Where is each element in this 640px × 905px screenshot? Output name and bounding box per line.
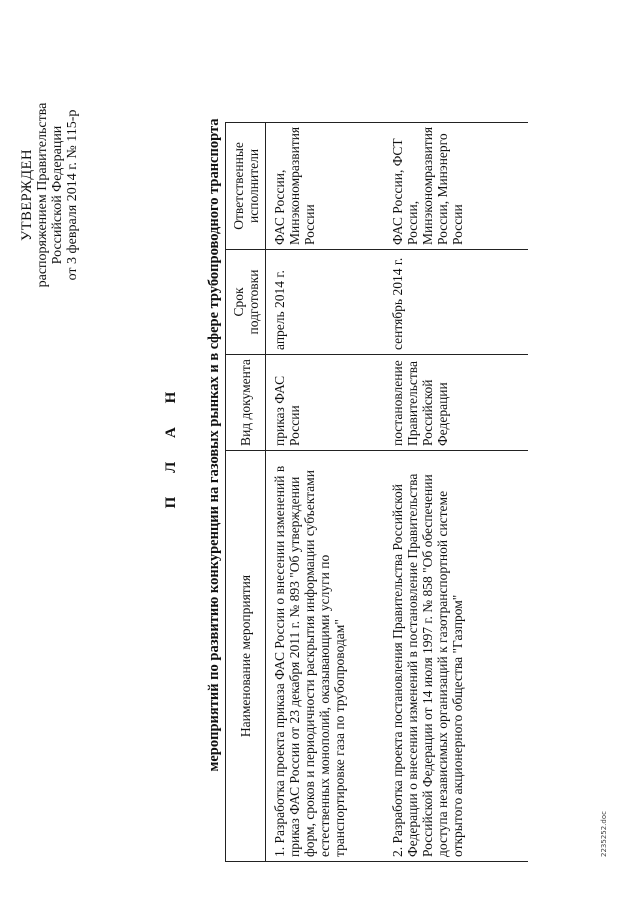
cell-name: 2. Разработка проекта постановления Правительства Российской Федерации о внесении изменений в постановление Правительства Российской Федерации от 14 июля 1997 г. № 858 "Об обеспечении доступа независимых организаций к газотранспортной системе открытого акционерного общества "Газпром" (384, 451, 528, 862)
table-header-row (226, 122, 266, 861)
approval-date: от 3 февраля 2014 г. № 115-р (65, 109, 80, 281)
cell-term: апрель 2014 г. (266, 250, 385, 355)
cell-term: сентябрь 2014 г. (384, 250, 528, 355)
table-row (384, 122, 528, 861)
cell-doc-type: приказ ФАС России (266, 355, 385, 451)
column-header-term: Срок подготовки (226, 250, 266, 355)
plan-table (225, 122, 528, 862)
column-header-responsible: Ответственные исполнители (226, 122, 266, 249)
approval-title: УТВЕРЖДЕН (19, 149, 35, 241)
document-title (163, 65, 223, 825)
table-row (266, 122, 385, 861)
column-header-doc-type: Вид документа (226, 355, 266, 451)
cell-name: 1. Разработка проекта приказа ФАС России о внесении изменений в приказ ФАС России от 23 декабря 2011 г. № 893 "Об утверждении форм, сроков и периодичности раскрытия информации субъектами естественных монополий, оказывающими услуги по транспортировке газа по трубопроводам" (266, 451, 385, 862)
document-file-code: 2235252.doc (600, 811, 608, 857)
approval-line: Российской Федерации (50, 125, 65, 265)
cell-responsible: ФАС России, ФСТ России, Минэкономразвития России, Минэнерго России (384, 122, 528, 249)
column-header-name: Наименование мероприятия (226, 451, 266, 862)
plan-heading: П Л А Н (163, 381, 179, 509)
plan-subtitle: мероприятий по развитию конкуренции на газовых рынках и в сфере трубопроводного транспорта (206, 118, 222, 772)
cell-responsible: ФАС России, Минэкономразвития России (266, 122, 385, 249)
cell-doc-type: постановление Правительства Российской Федерации (384, 355, 528, 451)
approval-stamp (20, 45, 80, 345)
approval-line: распоряжением Правительства (35, 102, 50, 288)
